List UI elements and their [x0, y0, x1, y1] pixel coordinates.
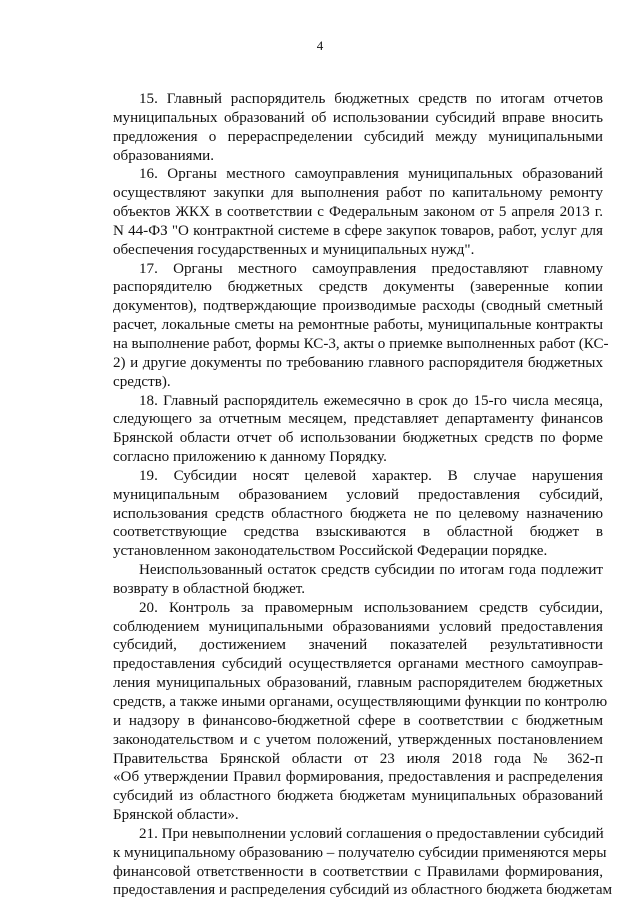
- text-line: расчет, локальные сметы на ремонтные работы, муниципальные контракты: [113, 317, 603, 334]
- text-line: Брянской области».: [113, 807, 239, 824]
- text-line: 19. Субсидии носят целевой характер. В случае нарушения: [139, 467, 603, 484]
- text-line: предоставления и распределения субсидий из областного бюджета бюджетам: [113, 882, 613, 899]
- text-line: Неиспользованный остаток средств субсидии по итогам года подлежит: [139, 562, 603, 579]
- text-line: следующего за отчетным месяцем, представляет департаменту финансов: [113, 411, 603, 428]
- paragraph: [113, 467, 603, 561]
- text-line: 15. Главный распорядитель бюджетных средств по итогам отчетов: [139, 91, 603, 107]
- text-line: 17. Органы местного самоуправления предоставляют главному: [139, 260, 603, 277]
- text-line: 20. Контроль за правомерным использованием средств субсидии,: [139, 599, 603, 616]
- text-line: ления муниципальных образований, главным распорядителем бюджетных: [113, 675, 603, 692]
- text-line: установленном законодательством Российской Федерации порядке.: [113, 543, 548, 560]
- text-line: Брянской области отчет об использовании бюджетных средств по форме: [113, 430, 603, 447]
- text-line: и надзору в финансово-бюджетной сфере в соответствии с бюджетным: [113, 712, 603, 729]
- paragraph: [113, 90, 603, 165]
- text-line: финансовой ответственности в соответствии с Правилами формирования,: [113, 863, 603, 880]
- document-body: [113, 90, 613, 900]
- text-line: 18. Главный распорядитель ежемесячно в срок до 15-го числа месяца,: [139, 392, 603, 409]
- text-line: муниципальным образованием условий предоставления субсидий,: [113, 486, 603, 503]
- text-line: Правительства Брянской области от 23 июля 2018 года № 362-п: [113, 750, 603, 767]
- text-line: распорядителю бюджетных средств документы (заверенные копии: [113, 279, 603, 296]
- text-line: образованиями.: [113, 147, 215, 164]
- text-line: предоставления субсидий осуществляется органами местного самоуправ-: [113, 656, 603, 673]
- text-line: согласно приложению к данному Порядку.: [113, 449, 387, 466]
- text-line: объектов ЖКХ в соответствии с Федеральным законом от 5 апреля 2013 г.: [113, 204, 603, 221]
- text-line: использования средств областного бюджета не по целевому назначению: [113, 505, 603, 522]
- paragraph: [113, 599, 608, 825]
- text-line: «Об утверждении Правил формирования, предоставления и распределения: [113, 769, 603, 786]
- text-line: возврату в областной бюджет.: [113, 580, 306, 597]
- paragraph: [113, 165, 603, 259]
- text-line: осуществляют закупки для выполнения работ по капитальному ремонту: [113, 185, 603, 202]
- text-line: средств, а также иными органами, осуществляющими функции по контролю: [113, 694, 608, 710]
- paragraph: [113, 561, 603, 599]
- text-line: субсидий из областного бюджета бюджетам муниципальных образований: [113, 788, 603, 805]
- page-number: 4: [316, 38, 324, 53]
- text-line: средств).: [113, 373, 171, 390]
- paragraph: [113, 260, 609, 392]
- text-line: соответствующие средства взыскиваются в областной бюджет в: [113, 524, 603, 541]
- text-line: к муниципальному образованию – получателю субсидии применяются меры: [113, 844, 607, 861]
- text-line: N 44-ФЗ "О контрактной системе в сфере закупок товаров, работ, услуг для: [113, 222, 603, 239]
- text-line: соблюдением муниципальными образованиями условий предоставления: [113, 618, 603, 635]
- text-line: субсидий, достижением значений показателей результативности: [113, 637, 603, 654]
- text-line: предложения о перераспределении субсидий между муниципальными: [113, 128, 603, 145]
- text-line: законодательством и с учетом положений, утвержденных постановлением: [113, 731, 603, 748]
- text-line: обеспечения государственных и муниципальных нужд".: [113, 241, 475, 258]
- text-line: муниципальных образований об использовании субсидий вправе вносить: [113, 109, 603, 126]
- text-line: 16. Органы местного самоуправления муниципальных образований: [139, 166, 603, 183]
- text-line: документов), подтверждающие производимые расходы (сводный сметный: [113, 298, 603, 315]
- paragraph: [113, 392, 603, 467]
- text-line: 21. При невыполнении условий соглашения о предоставлении субсидий: [139, 825, 604, 842]
- text-line: 2) и другие документы по требованию главного распорядителя бюджетных: [113, 354, 603, 371]
- paragraph: [113, 825, 613, 900]
- text-line: на выполнение работ, формы КС-3, акты о приемке выполненных работ (КС-: [113, 335, 609, 352]
